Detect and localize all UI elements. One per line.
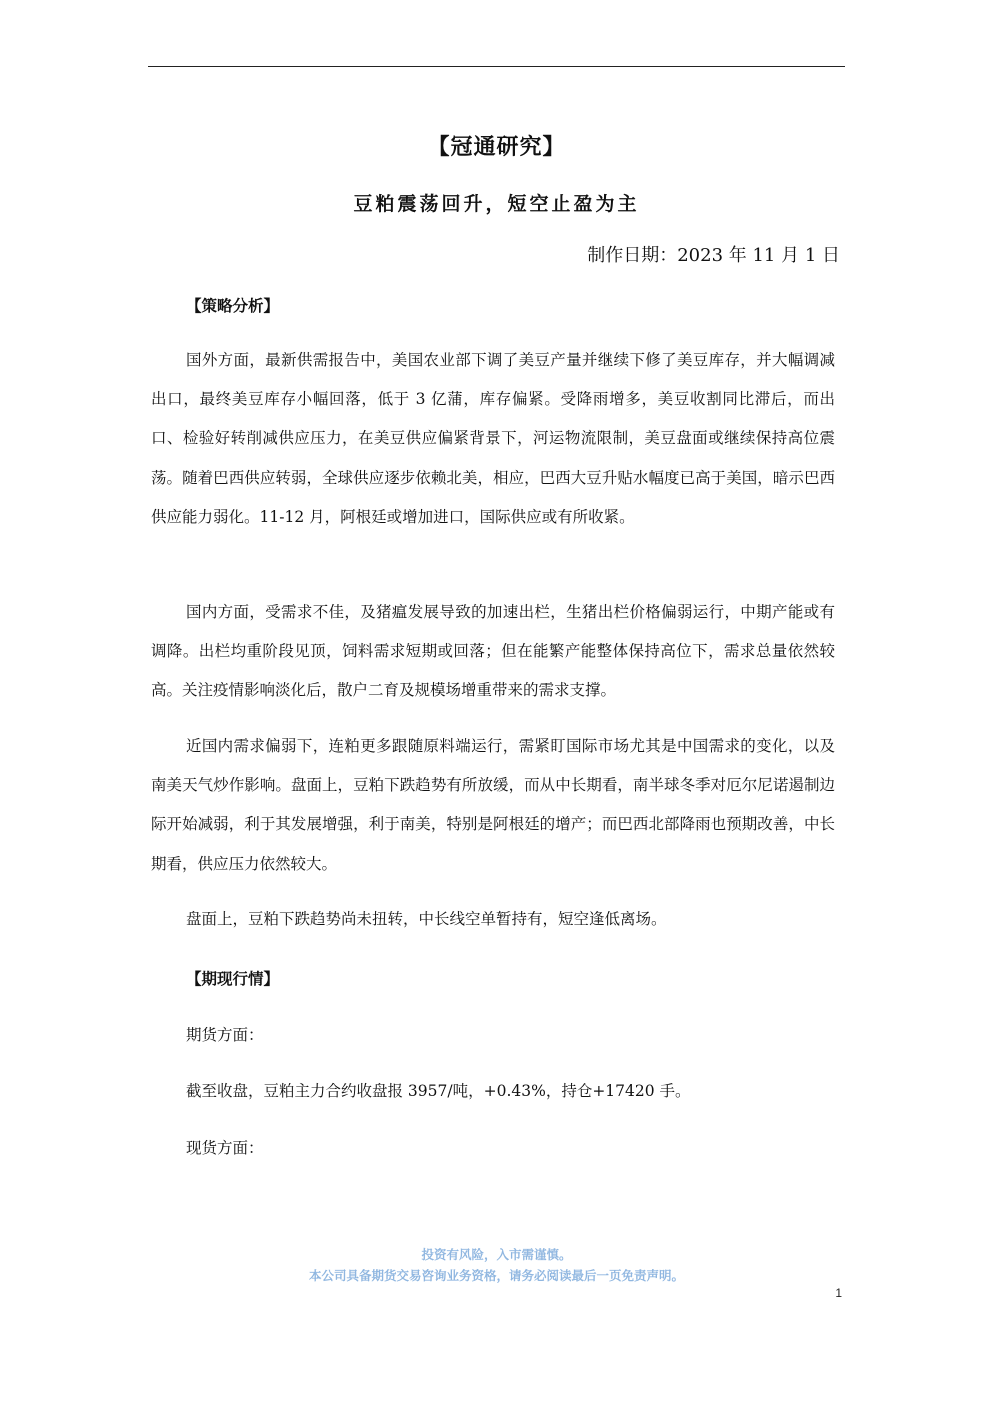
strategy-paragraph-overseas: 国外方面，最新供需报告中，美国农业部下调了美豆产量并继续下修了美豆库存，并大幅调减出口，最终美豆库存小幅回落，低于 3 亿蒲，库存偏紧。受降雨增多，美豆收割同比滞后，而出口、检验好转削减供应压力，在美豆供应偏紧背景下，河运物流限制，美豆盘面或继续保持高位震荡。随着巴西供应转弱，全球供应逐步依赖北美，相应，巴西大豆升贴水幅度已高于美国，暗示巴西供应能力弱化。11-12 月，阿根廷或增加进口，国际供应或有所收紧。 xyxy=(151,351,835,526)
market-heading: 【期现行情】 xyxy=(186,969,280,988)
strategy-paragraph-conclusion: 盘面上，豆粕下跌趋势尚未扭转，中长线空单暂持有，短空逢低离场。 xyxy=(186,910,667,928)
strategy-heading: 【策略分析】 xyxy=(186,296,280,315)
page-number: 1 xyxy=(835,1286,842,1300)
strategy-paragraph-outlook: 近国内需求偏弱下，连粕更多跟随原料端运行，需紧盯国际市场尤其是中国需求的变化，以及南美天气炒作影响。盘面上，豆粕下跌趋势有所放缓，而从中长期看，南半球冬季对厄尔尼诺遏制边际开始减弱，利于其发展增强，利于南美，特别是阿根廷的增产；而巴西北部降雨也预期改善，中长期看，供应压力依然较大。 xyxy=(151,737,835,873)
futures-text: 截至收盘，豆粕主力合约收盘报 3957/吨，+0.43%，持仓+17420 手。 xyxy=(186,1082,691,1100)
org-title: 【冠通研究】 xyxy=(427,134,566,160)
risk-disclaimer: 投资有风险，入市需谨慎。 xyxy=(421,1247,572,1262)
strategy-paragraph-domestic: 国内方面，受需求不佳，及猪瘟发展导致的加速出栏，生猪出栏价格偏弱运行，中期产能或有调降。出栏均重阶段见顶，饲料需求短期或回落；但在能繁产能整体保持高位下，需求总量依然较高。关注疫情影响淡化后，散户二育及规模场增重带来的需求支撑。 xyxy=(151,603,835,700)
spot-label: 现货方面： xyxy=(186,1139,264,1157)
header-rule xyxy=(148,66,845,67)
document-title: 豆粕震荡回升，短空止盈为主 xyxy=(353,193,640,215)
futures-label: 期货方面： xyxy=(186,1026,264,1044)
creation-date: 制作日期：2023 年 11 月 1 日 xyxy=(587,245,840,266)
qualification-disclaimer: 本公司具备期货交易咨询业务资格，请务必阅读最后一页免责声明。 xyxy=(308,1268,684,1283)
